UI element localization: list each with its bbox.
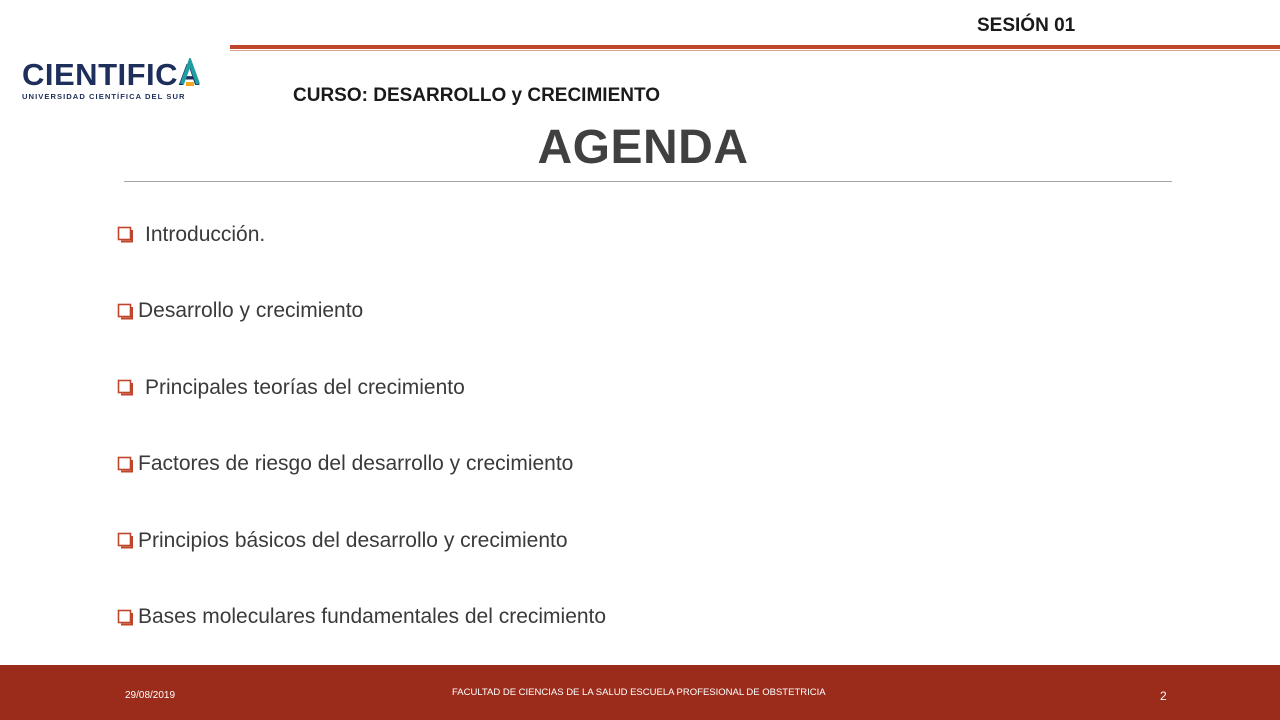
top-accent-rule bbox=[230, 45, 1280, 51]
agenda-item-label: Principios básicos del desarrollo y crecimiento bbox=[138, 528, 568, 552]
agenda-item bbox=[117, 375, 606, 400]
page-number: 2 bbox=[1160, 689, 1167, 703]
agenda-list bbox=[117, 222, 606, 681]
agenda-item-label: Bases moleculares fundamentales del crecimiento bbox=[138, 605, 607, 628]
logo-accent-icon bbox=[180, 58, 200, 88]
checkbox-square-icon bbox=[117, 456, 134, 473]
logo-tagline: UNIVERSIDAD CIENTÍFICA DEL SUR bbox=[22, 92, 186, 101]
agenda-item bbox=[117, 452, 606, 477]
checkbox-square-icon bbox=[117, 532, 134, 549]
title-divider bbox=[124, 181, 1172, 182]
agenda-item bbox=[117, 528, 606, 553]
checkbox-square-icon bbox=[117, 379, 134, 396]
session-label: SESIÓN 01 bbox=[977, 15, 1076, 36]
page-title: AGENDA bbox=[537, 121, 749, 174]
university-logo bbox=[22, 57, 212, 102]
checkbox-square-icon bbox=[117, 226, 134, 243]
agenda-item-label: Introducción. bbox=[145, 222, 266, 246]
course-title: CURSO: DESARROLLO y CRECIMIENTO bbox=[293, 85, 661, 106]
agenda-item bbox=[117, 299, 606, 324]
footer-bar bbox=[0, 665, 1280, 720]
footer-date: 29/08/2019 bbox=[125, 690, 176, 701]
checkbox-square-icon bbox=[117, 303, 134, 320]
agenda-item-label: Principales teorías del crecimiento bbox=[145, 375, 465, 399]
footer-faculty: FACULTAD DE CIENCIAS DE LA SALUD ESCUELA PROFESIONAL DE OBSTETRICIA bbox=[452, 687, 826, 698]
logo-wordmark: CIENTIFICA bbox=[22, 57, 201, 92]
agenda-item-label: Desarrollo y crecimiento bbox=[138, 299, 364, 322]
agenda-item bbox=[117, 605, 606, 630]
checkbox-square-icon bbox=[117, 609, 134, 626]
agenda-item bbox=[117, 222, 606, 247]
agenda-item-label: Factores de riesgo del desarrollo y crecimiento bbox=[138, 452, 574, 475]
